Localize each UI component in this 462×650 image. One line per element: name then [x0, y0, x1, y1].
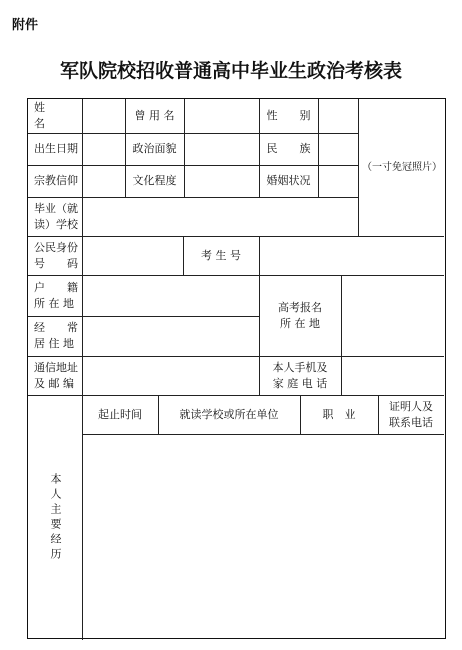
row-line	[82, 434, 444, 435]
col-line	[259, 236, 260, 275]
label-school	[28, 197, 82, 236]
col-header-witness	[378, 395, 444, 434]
col-header-witness-line2: 联系电话	[389, 415, 433, 429]
attachment-label: 附件	[12, 18, 39, 33]
label-gender: 性 别	[266, 109, 311, 122]
label-id-line1: 公民身份	[34, 240, 78, 254]
label-school-line1: 毕业（就	[34, 201, 78, 215]
label-hukou-line1: 户 籍	[34, 280, 78, 294]
experience-section-label	[28, 395, 82, 640]
label-political-status: 政治面貌	[132, 142, 177, 155]
label-religion: 宗教信仰	[34, 174, 78, 187]
label-residence-line2: 居 住 地	[34, 337, 74, 350]
row-line	[28, 356, 444, 357]
label-school-line2: 读）学校	[34, 217, 78, 231]
col-header-job: 职 业	[322, 407, 356, 421]
col-line	[82, 236, 83, 395]
photo-placeholder: （一寸免冠照片）	[362, 161, 442, 173]
label-id-number	[28, 236, 82, 275]
label-marital-status: 婚姻状况	[266, 174, 311, 187]
label-former-name: 曾 用 名	[134, 109, 175, 122]
label-phone-line1: 本人手机及	[272, 360, 328, 374]
col-header-witness-line1: 证明人及	[389, 399, 433, 413]
label-ethnicity: 民 族	[266, 142, 311, 155]
col-line	[82, 99, 83, 236]
label-residence-line1: 经 常	[34, 321, 78, 334]
label-address-line1: 通信地址	[34, 360, 78, 374]
col-header-period: 起止时间	[98, 407, 142, 421]
label-exam-location	[259, 275, 341, 356]
label-address	[28, 356, 82, 395]
label-residence	[28, 316, 82, 356]
label-name: 姓 名	[34, 101, 76, 130]
col-line	[318, 99, 319, 197]
label-exam-location-line1: 高考报名	[278, 300, 322, 314]
political-review-form	[27, 98, 446, 639]
label-exam-location-line2: 所 在 地	[280, 316, 320, 330]
label-phone-line2: 家 庭 电 话	[272, 376, 328, 390]
form-title: 军队院校招收普通高中毕业生政治考核表	[59, 60, 402, 82]
label-education: 文化程度	[132, 174, 177, 187]
label-phone	[259, 356, 341, 395]
label-birth-date: 出生日期	[34, 142, 78, 155]
label-id-line2: 号 码	[34, 256, 78, 270]
label-hukou	[28, 275, 82, 316]
col-line	[184, 99, 185, 197]
experience-section-text: 本人主要经历	[49, 472, 62, 563]
label-address-line2: 及 邮 编	[34, 376, 74, 390]
col-header-school-unit: 就读学校或所在单位	[179, 407, 279, 421]
col-line	[341, 275, 342, 395]
label-exam-number: 考 生 号	[201, 248, 241, 262]
label-hukou-line2: 所 在 地	[34, 296, 74, 310]
row-line	[28, 275, 444, 276]
